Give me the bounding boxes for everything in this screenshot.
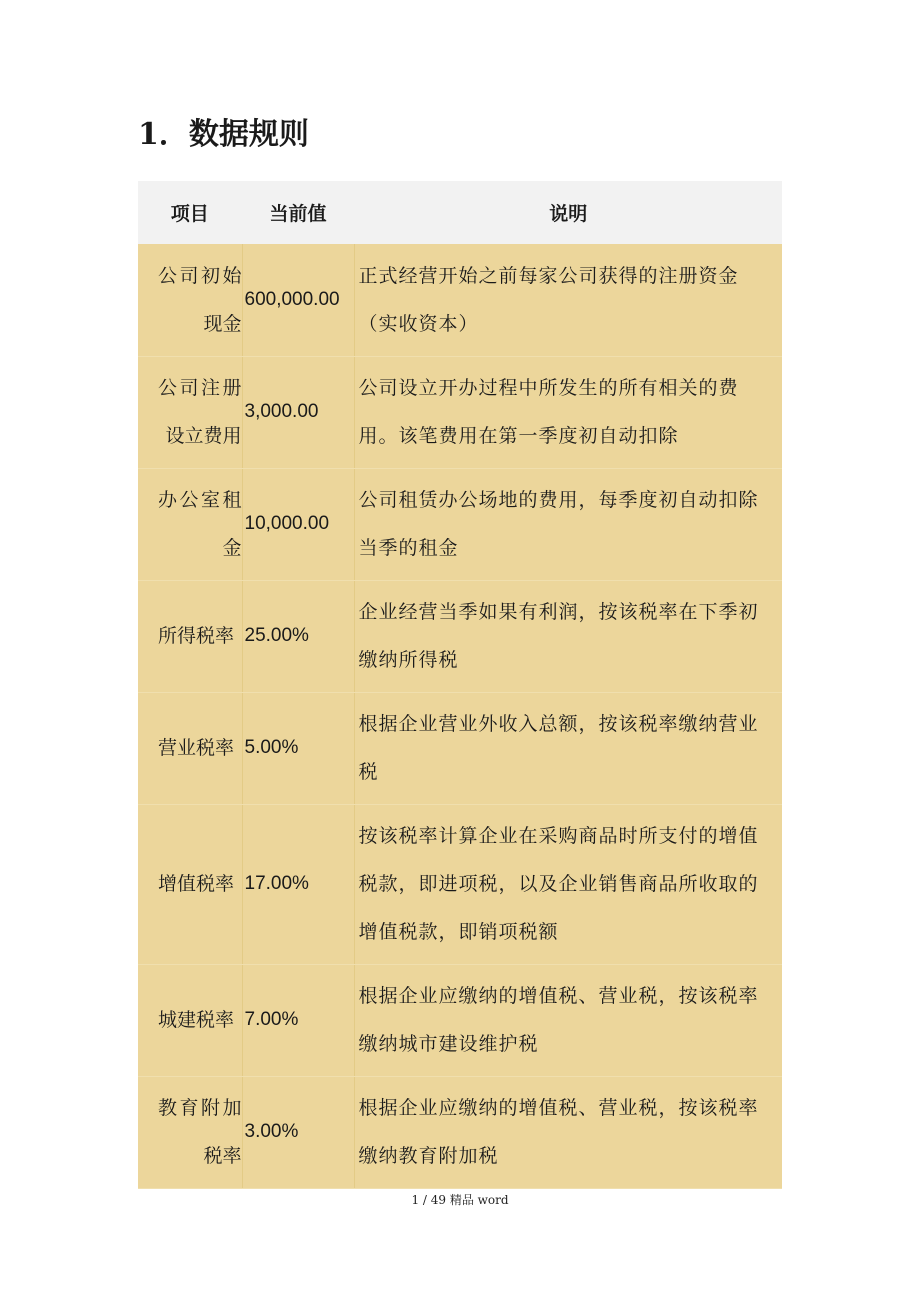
page-footer: 1 / 49 精品 word bbox=[411, 1193, 509, 1207]
item-cell: 教育附加税率 bbox=[138, 1076, 242, 1188]
item-cell: 所得税率 bbox=[138, 580, 242, 692]
description-cell: 企业经营当季如果有利润，按该税率在下季初缴纳所得税 bbox=[354, 580, 782, 692]
item-cell: 公司初始现金 bbox=[138, 244, 242, 356]
item-cell: 增值税率 bbox=[138, 804, 242, 964]
table-row bbox=[138, 964, 782, 1076]
table-row bbox=[138, 580, 782, 692]
description-cell: 按该税率计算企业在采购商品时所支付的增值税款，即进项税，以及企业销售商品所收取的增值税款，即销项税额 bbox=[354, 804, 782, 964]
data-rules-table bbox=[138, 181, 782, 1189]
description-cell: 正式经营开始之前每家公司获得的注册资金（实收资本） bbox=[354, 244, 782, 356]
description-cell: 公司租赁办公场地的费用，每季度初自动扣除当季的租金 bbox=[354, 468, 782, 580]
value-cell: 3.00% bbox=[242, 1076, 354, 1188]
table-row bbox=[138, 356, 782, 468]
value-cell: 17.00% bbox=[242, 804, 354, 964]
value-cell: 600,000.00 bbox=[242, 244, 354, 356]
table-header-row bbox=[138, 181, 782, 244]
header-item: 项目 bbox=[138, 181, 242, 244]
table-row bbox=[138, 692, 782, 804]
description-cell: 根据企业营业外收入总额，按该税率缴纳营业税 bbox=[354, 692, 782, 804]
value-cell: 7.00% bbox=[242, 964, 354, 1076]
table-row bbox=[138, 1076, 782, 1188]
item-cell: 营业税率 bbox=[138, 692, 242, 804]
description-cell: 根据企业应缴纳的增值税、营业税，按该税率缴纳教育附加税 bbox=[354, 1076, 782, 1188]
value-cell: 3,000.00 bbox=[242, 356, 354, 468]
header-value: 当前值 bbox=[242, 181, 354, 244]
value-cell: 5.00% bbox=[242, 692, 354, 804]
table-row bbox=[138, 468, 782, 580]
item-cell: 城建税率 bbox=[138, 964, 242, 1076]
value-cell: 10,000.00 bbox=[242, 468, 354, 580]
header-description: 说明 bbox=[354, 181, 782, 244]
table-row bbox=[138, 244, 782, 356]
item-cell: 公司注册设立费用 bbox=[138, 356, 242, 468]
page-title: 1．数据规则 bbox=[138, 117, 309, 152]
item-cell: 办公室租金 bbox=[138, 468, 242, 580]
value-cell: 25.00% bbox=[242, 580, 354, 692]
description-cell: 根据企业应缴纳的增值税、营业税，按该税率缴纳城市建设维护税 bbox=[354, 964, 782, 1076]
table-row bbox=[138, 804, 782, 964]
description-cell: 公司设立开办过程中所发生的所有相关的费用。该笔费用在第一季度初自动扣除 bbox=[354, 356, 782, 468]
